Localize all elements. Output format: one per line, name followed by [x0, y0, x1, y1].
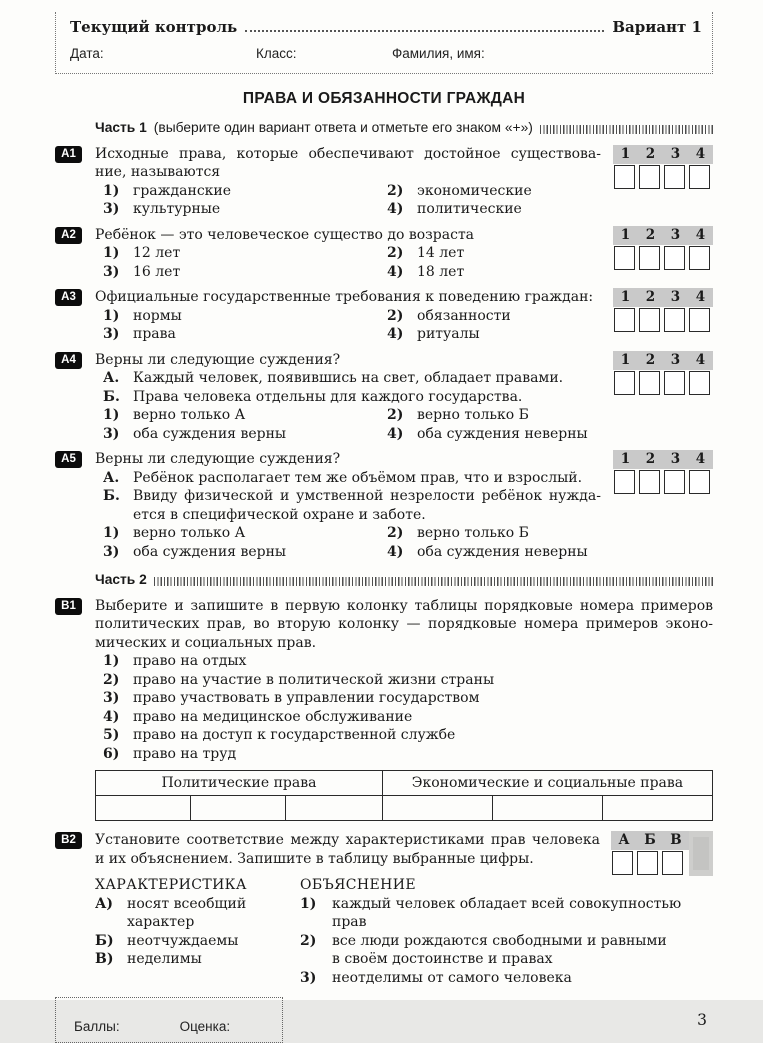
- answer-box-2[interactable]: [639, 165, 660, 189]
- matching-section: ХАРАКТЕРИСТИКА А) носят всеобщий характер Б) неотчуждаемы В) неделимы ОБЪЯСНЕНИЕ 1) каждый человек обладает всей совокупностью прав 2) все люди рождаются свободными и равными в своём достоинстве и правах 3) неотделимы от самого человека: [95, 876, 713, 987]
- option-label: экономические: [417, 182, 532, 199]
- answer-box-1[interactable]: [614, 165, 635, 189]
- scan-artifact: [689, 831, 713, 876]
- item-label: право участвовать в управлении государством: [133, 690, 480, 706]
- statement-b: Б. Ввиду физической и умственной незрелости ребёнок нужда- ется в специфической охране и заботе.: [103, 488, 601, 523]
- item-label: право на доступ к государственной службе: [133, 727, 456, 743]
- answer-box-1[interactable]: [614, 371, 635, 395]
- table-header-economic: Экономические и социальные права: [382, 771, 712, 796]
- question-badge: А1: [55, 146, 82, 163]
- question-text: Верны ли следующие суждения?: [95, 351, 341, 368]
- question-badge: А4: [55, 352, 82, 369]
- item-number: 6): [103, 745, 120, 762]
- option-number: 3): [103, 326, 120, 342]
- option-label: 16 лет: [133, 263, 181, 280]
- explanations-header: ОБЪЯСНЕНИЕ: [300, 877, 416, 893]
- table-answer-cell[interactable]: [96, 796, 191, 821]
- statement-a: А. Ребёнок располагает тем же объёмом прав, что и взрослый.: [103, 469, 583, 486]
- question-text: Ребёнок — это человеческое существо до возраста: [95, 226, 475, 243]
- option-label: верно только Б: [417, 525, 529, 541]
- item-number: 4): [103, 708, 120, 725]
- option-label: 18 лет: [417, 263, 465, 280]
- header-title-row: [70, 12, 702, 36]
- item-label: право на медицинское обслуживание: [133, 708, 413, 725]
- item-number: 3): [103, 690, 120, 706]
- option-label: гражданские: [133, 182, 232, 199]
- option-number: 2): [387, 407, 404, 423]
- options: [95, 406, 601, 443]
- part1-label: Часть 1: [95, 120, 147, 135]
- question-badge: В2: [55, 832, 82, 849]
- score-box: [55, 997, 283, 1043]
- options: [95, 307, 601, 344]
- variant-label: Вариант 1: [612, 17, 702, 36]
- option-label: верно только Б: [417, 407, 529, 423]
- option-label: оба суждения верны: [133, 543, 287, 560]
- option-number: 1): [103, 525, 120, 541]
- item-label: право на участие в политической жизни страны: [133, 671, 495, 688]
- answer-box-2[interactable]: [639, 308, 660, 332]
- option-label: 14 лет: [417, 245, 465, 261]
- option-number: 1): [103, 245, 120, 261]
- option-number: 3): [103, 543, 120, 560]
- date-field[interactable]: [110, 45, 256, 64]
- option-number: 2): [387, 182, 404, 199]
- table-answer-cell[interactable]: [492, 796, 602, 821]
- question-a4: [55, 351, 713, 444]
- options: [95, 524, 601, 561]
- option-number: 4): [387, 425, 404, 442]
- option-number: 1): [103, 182, 120, 199]
- question-badge: В1: [55, 598, 82, 615]
- grade-field[interactable]: [236, 1018, 256, 1037]
- answer-box-3[interactable]: [664, 165, 685, 189]
- options: [95, 244, 601, 281]
- name-label: Фамилия, имя:: [392, 46, 485, 61]
- question-text: Установите соответствие между характеристиками прав человека и их объяснением. Запишите в таблицу выбранные цифры.: [95, 832, 600, 867]
- page-title: ПРАВА И ОБЯЗАННОСТИ ГРАЖДАН: [242, 89, 526, 107]
- answer-box-a[interactable]: [612, 851, 633, 875]
- question-a1: [55, 145, 713, 219]
- answer-box-1[interactable]: [614, 470, 635, 494]
- option-number: 4): [387, 326, 404, 342]
- option-number: 2): [387, 307, 404, 324]
- question-badge: А3: [55, 289, 82, 306]
- option-label: оба суждения верны: [133, 425, 287, 442]
- characteristics-header: ХАРАКТЕРИСТИКА: [95, 877, 247, 893]
- grade-label: Оценка:: [179, 1018, 231, 1034]
- answer-box-3[interactable]: [664, 246, 685, 270]
- table-answer-cell[interactable]: [286, 796, 383, 821]
- characteristic-item: неотчуждаемы: [127, 932, 239, 949]
- answer-grid: 1 2 3 4: [613, 226, 713, 270]
- option-label: верно только А: [133, 407, 246, 423]
- page-number: 3: [697, 1010, 707, 1029]
- footer: [55, 997, 713, 1043]
- option-label: ритуалы: [417, 326, 480, 342]
- score-field[interactable]: [126, 1018, 146, 1037]
- table-answer-cell[interactable]: [602, 796, 712, 821]
- table-answer-cell[interactable]: [191, 796, 286, 821]
- b1-items: [95, 652, 713, 763]
- answer-grid: 1 2 3 4: [613, 351, 713, 395]
- part1-heading: [95, 119, 713, 138]
- statement-a: А. Каждый человек, появившись на свет, обладает правами.: [103, 370, 564, 386]
- answer-grid: 1 2 3 4: [613, 450, 713, 494]
- answer-box-4[interactable]: [689, 470, 710, 494]
- option-number: 1): [103, 407, 120, 423]
- question-a2: [55, 226, 713, 282]
- option-label: права: [133, 326, 176, 342]
- option-number: 4): [387, 201, 404, 217]
- option-number: 4): [387, 263, 404, 280]
- option-label: культурные: [133, 201, 221, 217]
- hatch-rule: [540, 125, 713, 134]
- student-info-row: [70, 45, 702, 64]
- name-field[interactable]: [491, 45, 702, 64]
- explanation-item: все люди рождаются свободными и равными в своём достоинстве и правах: [332, 932, 667, 967]
- answer-box-3[interactable]: [664, 470, 685, 494]
- option-label: оба суждения неверны: [417, 425, 588, 442]
- dotted-leader: [245, 30, 604, 32]
- option-label: обязанности: [417, 307, 511, 324]
- answer-box-b[interactable]: [637, 851, 658, 875]
- answer-grid: 1 2 3 4: [613, 288, 713, 332]
- question-a3: [55, 288, 713, 344]
- score-label: Баллы:: [74, 1018, 120, 1034]
- part1-instruction: (выберите один вариант ответа и отметьте его знаком «+»): [153, 120, 533, 135]
- class-label: Класс:: [256, 46, 297, 61]
- answer-box-4[interactable]: [689, 371, 710, 395]
- options: [95, 182, 601, 219]
- item-number: 1): [103, 653, 120, 669]
- header-box: [55, 12, 713, 74]
- answer-box-3[interactable]: [664, 371, 685, 395]
- answer-box-1[interactable]: [614, 246, 635, 270]
- date-label: Дата:: [70, 46, 104, 61]
- question-badge: А2: [55, 227, 82, 244]
- option-number: 1): [103, 307, 120, 324]
- explanation-item: неотделимы от самого человека: [332, 969, 572, 986]
- part2-heading: [95, 571, 713, 590]
- item-number: 2): [103, 671, 120, 688]
- option-number: 3): [103, 263, 120, 280]
- item-label: право на отдых: [133, 653, 247, 669]
- answer-box-2[interactable]: [639, 246, 660, 270]
- question-text: Исходные права, которые обеспечивают достойное существова- ние, называются: [95, 145, 601, 180]
- answer-box-3[interactable]: [664, 308, 685, 332]
- characteristic-item: носят всеобщий характер: [127, 895, 247, 930]
- answer-grid-abc: А Б В: [611, 831, 713, 875]
- answer-grid: 1 2 3 4: [613, 145, 713, 189]
- option-label: нормы: [133, 307, 182, 324]
- table-answer-cell[interactable]: [382, 796, 492, 821]
- item-number: 5): [103, 727, 120, 743]
- answer-box-2[interactable]: [639, 470, 660, 494]
- question-text: Выберите и запишите в первую колонку таблицы порядковые номера примеров политических прав, во вторую колонку — порядковые номера примеров эконо- мических и социальных прав.: [95, 597, 713, 651]
- item-label: право на труд: [133, 745, 237, 762]
- question-b1: [55, 597, 713, 822]
- statement-b: Б. Права человека отдельны для каждого государства.: [103, 388, 523, 405]
- option-number: 2): [387, 245, 404, 261]
- question-b2: [55, 831, 713, 987]
- part2-label: Часть 2: [95, 572, 147, 587]
- option-label: 12 лет: [133, 245, 181, 261]
- answer-box-2[interactable]: [639, 371, 660, 395]
- question-text: Официальные государственные требования к поведению граждан:: [95, 289, 594, 305]
- answer-box-4[interactable]: [689, 308, 710, 332]
- explanation-item: каждый человек обладает всей совокупностью прав: [332, 895, 682, 930]
- question-badge: А5: [55, 451, 82, 468]
- option-label: верно только А: [133, 525, 246, 541]
- question-text: Верны ли следующие суждения?: [95, 451, 341, 467]
- option-number: 3): [103, 425, 120, 442]
- option-number: 4): [387, 543, 404, 560]
- option-number: 2): [387, 525, 404, 541]
- b1-answer-table: [95, 770, 713, 821]
- answer-box-1[interactable]: [614, 308, 635, 332]
- table-header-political: Политические права: [96, 771, 383, 796]
- answer-box-4[interactable]: [689, 246, 710, 270]
- control-type-label: Текущий контроль: [70, 17, 238, 36]
- option-label: оба суждения неверны: [417, 543, 588, 560]
- answer-box-v[interactable]: [662, 851, 683, 875]
- class-field[interactable]: [303, 45, 393, 64]
- answer-box-4[interactable]: [689, 165, 710, 189]
- characteristic-item: неделимы: [127, 951, 202, 967]
- option-label: политические: [417, 201, 522, 217]
- hatch-rule: [154, 577, 713, 586]
- option-number: 3): [103, 201, 120, 217]
- question-a5: [55, 450, 713, 561]
